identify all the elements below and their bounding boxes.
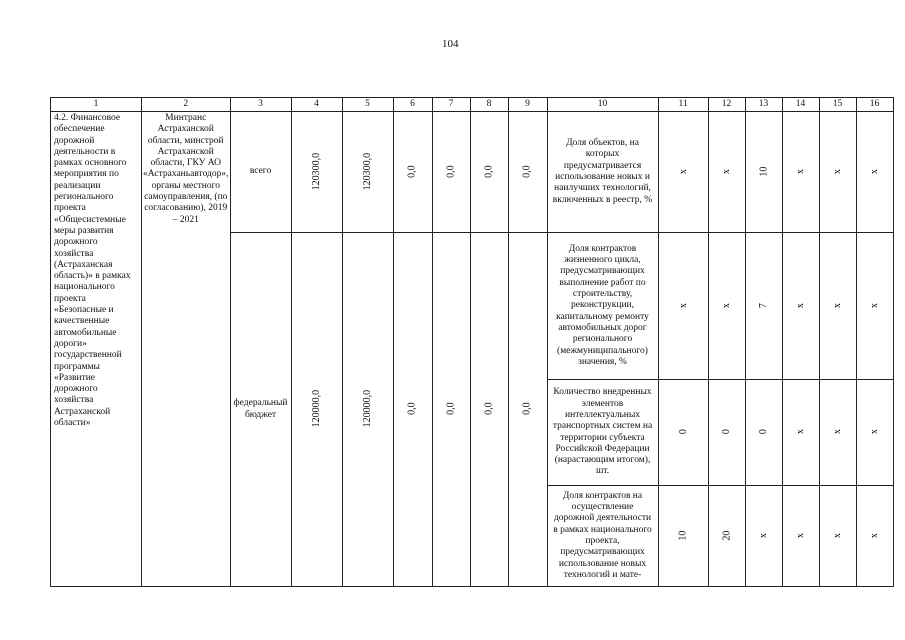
column-number: 3 <box>230 98 291 112</box>
column-number: 9 <box>508 98 547 112</box>
indicator-value: х <box>757 532 769 538</box>
amount-value: 0,0 <box>406 165 418 178</box>
program-table <box>50 97 894 587</box>
column-number: 13 <box>745 98 782 112</box>
indicator-value: х <box>868 429 880 435</box>
amount-cell <box>291 233 342 587</box>
column-number: 15 <box>819 98 856 112</box>
amount-cell <box>393 112 432 233</box>
indicator-value: 7 <box>757 302 769 308</box>
indicator-value-cell <box>782 112 819 233</box>
column-number: 14 <box>782 98 819 112</box>
indicator-value-cell <box>782 233 819 380</box>
indicator-value: х <box>720 168 732 174</box>
amount-value: 120000,0 <box>361 390 373 428</box>
indicator-value-cell <box>819 380 856 486</box>
indicator-value-cell <box>708 233 745 380</box>
amount-value: 0,0 <box>406 402 418 416</box>
indicator-value-cell <box>658 486 708 587</box>
indicator-value: х <box>868 302 880 308</box>
amount-value: 0,0 <box>445 165 457 178</box>
column-number: 10 <box>547 98 658 112</box>
indicator-value: х <box>831 302 843 308</box>
amount-value: 0,0 <box>483 402 495 416</box>
indicator-value-cell <box>745 380 782 486</box>
table-row <box>51 112 894 233</box>
indicator-value-cell <box>819 112 856 233</box>
executor-cell: Минтранс Астраханской области, минстрой Астраханской области, ГКУ АО «Астраханьавтодор», органы местного самоуправления, (по согласованию), 2019 – 2021 <box>142 112 231 587</box>
indicator-value: х <box>831 168 843 174</box>
amount-value: 120300,0 <box>361 152 373 191</box>
indicator-value-cell <box>856 486 893 587</box>
indicator-value: х <box>794 302 806 308</box>
indicator-value: х <box>677 168 689 174</box>
indicator-value: 0 <box>757 429 769 435</box>
indicator-value-cell <box>708 112 745 233</box>
column-number-row <box>51 98 894 112</box>
indicator-value: 20 <box>720 530 732 541</box>
column-number: 12 <box>708 98 745 112</box>
amount-cell <box>342 233 393 587</box>
funding-source-cell: федеральный бюджет <box>230 233 291 587</box>
column-number: 5 <box>342 98 393 112</box>
indicator-name-cell: Доля контрактов на осуществление дорожной деятельности в рамках национального проекта, предусматривающих использование новых технологий и мате- <box>547 486 658 587</box>
amount-value: 0,0 <box>521 165 533 178</box>
amount-cell <box>432 112 470 233</box>
indicator-value: х <box>720 302 732 308</box>
amount-value: 0,0 <box>445 402 457 416</box>
activity-name-cell: 4.2. Финансовое обеспечение дорожной деятельности в рамках основного мероприятия по реализации регионального проекта «Общесистемные меры развития дорожного хозяйства (Астраханская область)» в рамках национального проекта «Безопасные и качественные автомобильные дороги» государственной программы «Развитие дорожного хозяйства Астраханской области» <box>51 112 142 587</box>
indicator-value-cell <box>745 112 782 233</box>
indicator-value: х <box>794 532 806 538</box>
column-number: 11 <box>658 98 708 112</box>
amount-value: 120300,0 <box>310 152 322 191</box>
amount-cell <box>291 112 342 233</box>
column-number: 6 <box>393 98 432 112</box>
column-number: 7 <box>432 98 470 112</box>
indicator-value: 0 <box>720 429 732 435</box>
indicator-value: х <box>868 532 880 538</box>
indicator-value-cell <box>856 380 893 486</box>
indicator-value: х <box>831 532 843 538</box>
amount-value: 120000,0 <box>310 390 322 428</box>
indicator-value: 0 <box>677 429 689 435</box>
indicator-value-cell <box>658 380 708 486</box>
indicator-value-cell <box>782 486 819 587</box>
column-number: 16 <box>856 98 893 112</box>
indicator-value: х <box>794 429 806 435</box>
amount-cell <box>342 112 393 233</box>
funding-source-cell: всего <box>230 112 291 233</box>
indicator-value-cell <box>658 112 708 233</box>
indicator-value-cell <box>658 233 708 380</box>
indicator-value-cell <box>856 112 893 233</box>
indicator-value-cell <box>708 380 745 486</box>
indicator-value-cell <box>745 486 782 587</box>
column-number: 4 <box>291 98 342 112</box>
indicator-value: х <box>794 168 806 174</box>
amount-value: 0,0 <box>483 165 495 178</box>
indicator-name-cell: Доля контрактов жизненного цикла, предусматривающих выполнение работ по строительству, реконструкции, капитальному ремонту автомобильных дорог регионального (межмуниципального) значения, % <box>547 233 658 380</box>
indicator-value-cell <box>819 233 856 380</box>
amount-cell <box>508 112 547 233</box>
indicator-value-cell <box>856 233 893 380</box>
indicator-name-cell: Количество внедренных элементов интеллектуальных транспортных систем на территории субъекта Российской Федерации (нарастающим итогом), шт. <box>547 380 658 486</box>
amount-cell <box>508 233 547 587</box>
amount-value: 0,0 <box>521 402 533 416</box>
amount-cell <box>432 233 470 587</box>
amount-cell <box>470 112 508 233</box>
indicator-value-cell <box>708 486 745 587</box>
amount-cell <box>393 233 432 587</box>
indicator-value-cell <box>819 486 856 587</box>
column-number: 1 <box>51 98 142 112</box>
indicator-name-cell: Доля объектов, на которых предусматривается использование новых и наилучших технологий, включенных в реестр, % <box>547 112 658 233</box>
indicator-value: х <box>831 429 843 435</box>
indicator-value-cell <box>782 380 819 486</box>
indicator-value-cell <box>745 233 782 380</box>
indicator-value: х <box>677 302 689 308</box>
page-number: 104 <box>442 38 459 50</box>
amount-cell <box>470 233 508 587</box>
indicator-value: 10 <box>757 166 769 177</box>
indicator-value: 10 <box>677 530 689 541</box>
column-number: 8 <box>470 98 508 112</box>
column-number: 2 <box>142 98 231 112</box>
indicator-value: х <box>868 168 880 174</box>
